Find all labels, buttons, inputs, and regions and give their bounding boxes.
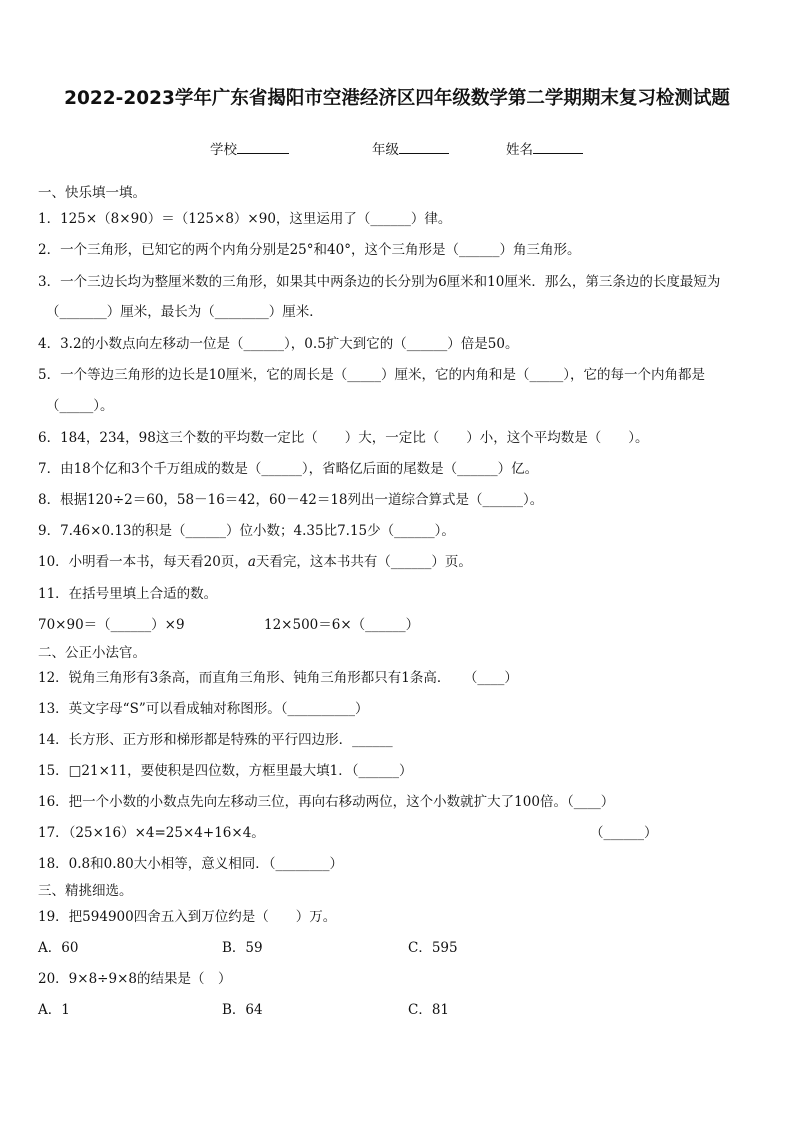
question-9: 9．7.46×0.13的积是（______）位小数；4.35比7.15少（______）。: [38, 523, 455, 539]
question-12: 12．锐角三角形有3条高，而直角三角形、钝角三角形都只有1条高． （____）: [38, 670, 518, 686]
question-19-option-c: C．595: [408, 940, 458, 956]
question-17: 17．（25×16）×4=25×4+16×4。: [38, 825, 265, 841]
question-15: 15．□21×11，要使积是四位数，方框里最大填1．（______）: [38, 763, 413, 779]
section-heading-3: 三、精挑细选。: [38, 883, 133, 899]
question-20: 20．9×8÷9×8的结果是（ ）: [38, 971, 232, 987]
question-4: 4．3.2的小数点向左移动一位是（______），0.5扩大到它的（______）倍是50。: [38, 336, 519, 352]
question-3: 3．一个三边长均为整厘米数的三角形，如果其中两条边的长分别为6厘米和10厘米．那么，第三条边的长度最短为: [38, 274, 721, 290]
grade-blank: [399, 139, 449, 154]
question-11: 11．在括号里填上合适的数。: [38, 586, 218, 602]
question-19-option-a: A．60: [38, 940, 79, 956]
school-label: 学校: [210, 142, 237, 158]
question-17-answer-blank: （______）: [590, 825, 658, 841]
grade-label: 年级: [372, 142, 399, 158]
question-1: 1．125×（8×90）＝（125×8）×90，这里运用了（______）律。: [38, 211, 452, 227]
question-19: 19．把594900四舍五入到万位约是（ ）万。: [38, 909, 337, 925]
question-20-option-c: C．81: [408, 1002, 450, 1018]
question-2: 2．一个三角形，已知它的两个内角分别是25°和40°，这个三角形是（______）角三角形。: [38, 242, 581, 258]
section-heading-1: 一、快乐填一填。: [38, 185, 146, 201]
question-20-option-a: A．1: [38, 1002, 70, 1018]
question-11-part-b: 12×500＝6×（______）: [264, 617, 420, 633]
question-16: 16．把一个小数的小数点先向左移动三位，再向右移动两位，这个小数就扩大了100倍。（____）: [38, 794, 615, 810]
question-7: 7．由18个亿和3个千万组成的数是（______），省略亿后面的尾数是（______）亿。: [38, 461, 539, 477]
question-5-continued: （_____）。: [46, 398, 114, 414]
question-6: 6．184，234，98这三个数的平均数一定比（ ）大，一定比（ ）小，这个平均数是（ ）。: [38, 430, 649, 446]
question-20-option-b: B．64: [222, 1002, 263, 1018]
question-5: 5．一个等边三角形的边长是10厘米，它的周长是（_____）厘米，它的内角和是（_____），它的每一个内角都是: [38, 367, 706, 383]
question-11-part-a: 70×90＝（______）×9: [38, 617, 185, 633]
name-label: 姓名: [506, 142, 533, 158]
question-13: 13．英文字母“S”可以看成轴对称图形。（__________）: [38, 701, 369, 717]
school-blank: [237, 139, 289, 154]
page-title: 2022-2023学年广东省揭阳市空港经济区四年级数学第二学期期末复习检测试题: [64, 88, 730, 109]
school-field: [210, 138, 289, 158]
section-heading-2: 二、公正小法官。: [38, 645, 146, 661]
name-field: [506, 138, 583, 158]
grade-field: [372, 138, 449, 158]
question-18: 18．0.8和0.80大小相等，意义相同．（________）: [38, 856, 343, 872]
question-8: 8．根据120÷2＝60，58－16＝42，60－42＝18列出一道综合算式是（______）。: [38, 492, 544, 508]
question-10: 10．小明看一本书，每天看20页，𝑎天看完，这本书共有（______）页。: [38, 554, 472, 570]
name-blank: [533, 139, 583, 154]
question-14: 14．长方形、正方形和梯形都是特殊的平行四边形．______: [38, 732, 393, 748]
question-3-continued: （_______）厘米，最长为（________）厘米．: [46, 304, 323, 320]
question-19-option-b: B．59: [222, 940, 263, 956]
